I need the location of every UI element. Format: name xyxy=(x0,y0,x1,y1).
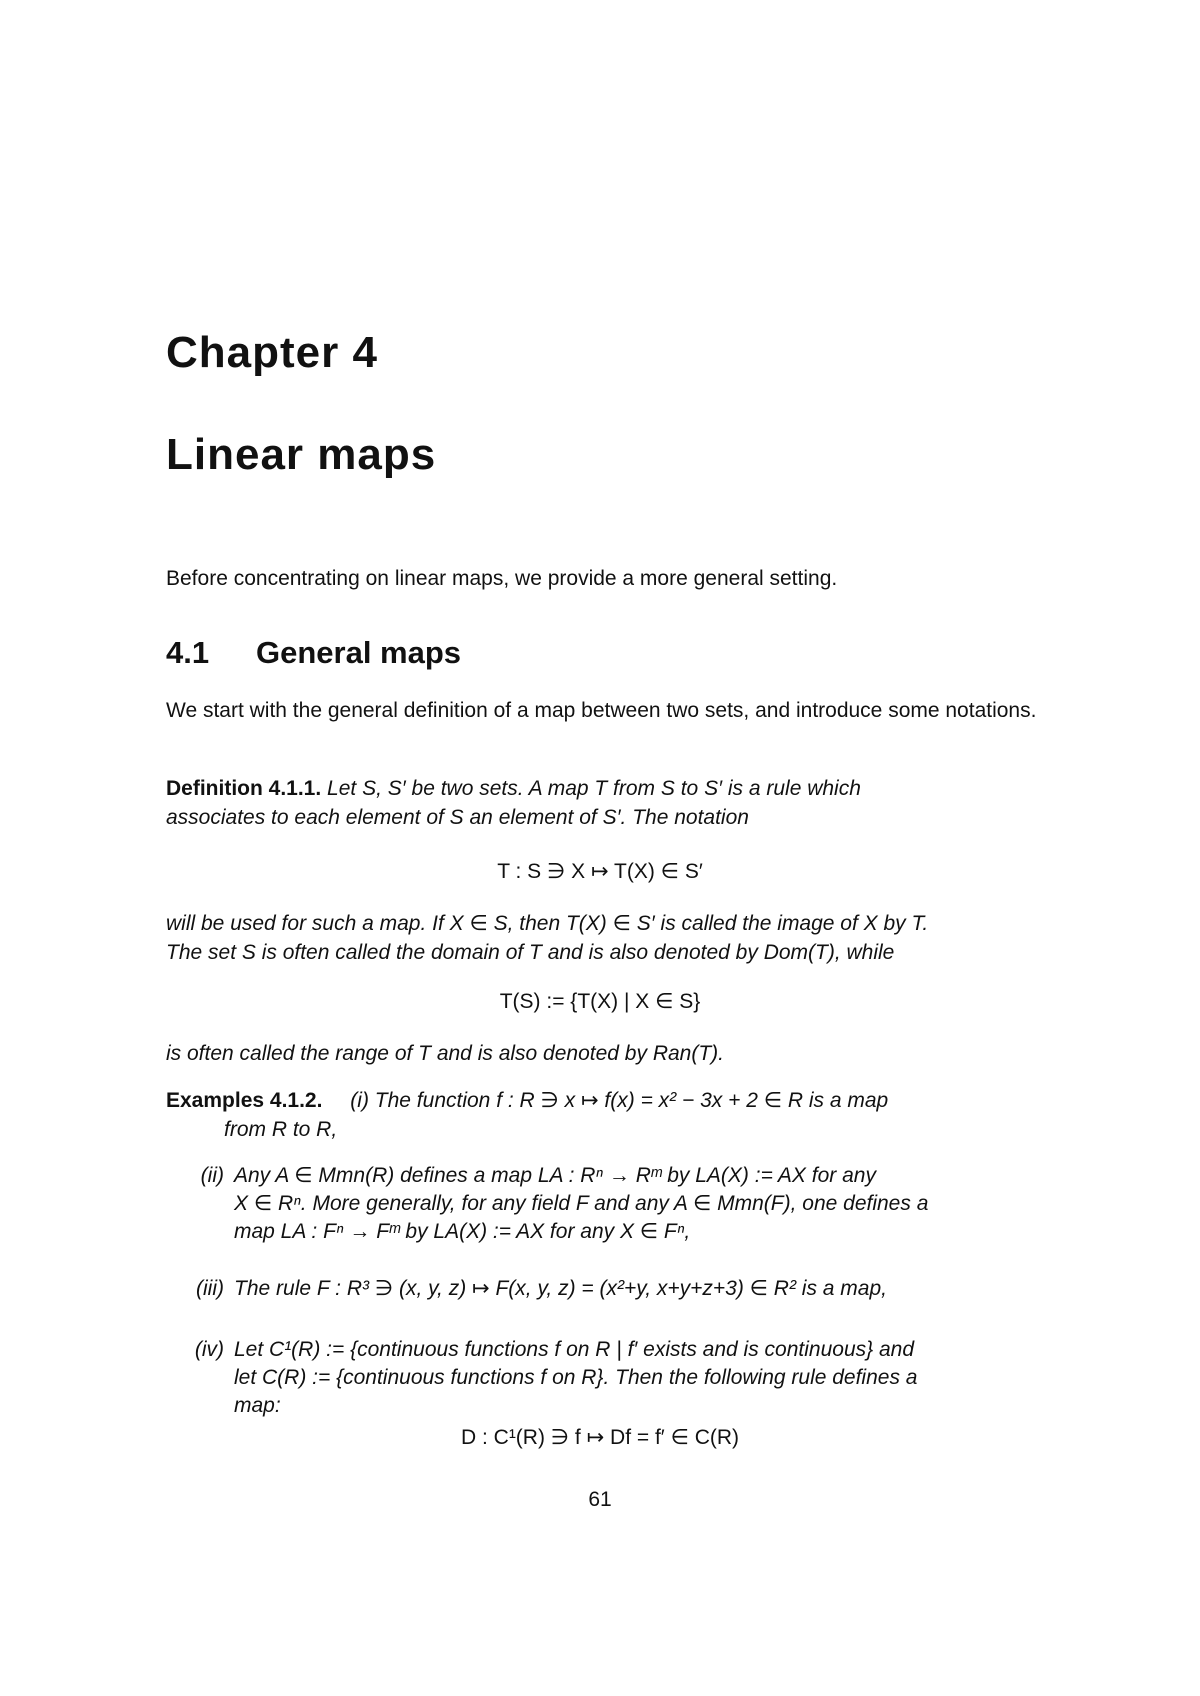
section-heading xyxy=(166,635,461,671)
example-iii-marker: (iii) xyxy=(196,1277,224,1300)
example-iv-text xyxy=(234,1336,1064,1420)
example-i-line-1: The function f : R ∋ x ↦ f(x) = x² − 3x + 2 ∈ R is a map xyxy=(374,1089,889,1112)
definition-after-line-1: will be used for such a map. If X ∈ S, then T(X) ∈ S′ is called the image of X by T. xyxy=(166,912,929,935)
example-iv-line-1: Let C¹(R) := {continuous functions f on R | f′ exists and is continuous} and xyxy=(234,1338,915,1361)
definition-text-line-1: Let S, S′ be two sets. A map T from S to S′ is a rule which xyxy=(327,777,861,800)
example-ii-line-3: map LA : Fⁿ → Fᵐ by LA(X) := AX for any X ∈ Fⁿ, xyxy=(234,1220,691,1243)
example-iv-line-3: map: xyxy=(234,1394,281,1417)
examples-label: Examples 4.1.2. xyxy=(166,1089,323,1112)
section-intro-paragraph: We start with the general definition of a map between two sets, and introduce some notations. xyxy=(166,699,1037,722)
range-formula: T(S) := {T(X) | X ∈ S} xyxy=(499,990,701,1013)
example-ii-text xyxy=(234,1162,1064,1246)
example-iv xyxy=(166,1336,1066,1420)
chapter-title: Linear maps xyxy=(166,430,437,479)
example-i-line-2: from R to R, xyxy=(224,1118,338,1141)
range-text: is often called the range of T and is also denoted by Ran(T). xyxy=(166,1042,724,1065)
example-iii-line-1: The rule F : R³ ∋ (x, y, z) ↦ F(x, y, z) = (x²+y, x+y+z+3) ∈ R² is a map, xyxy=(234,1277,887,1300)
example-ii-line-1: Any A ∈ Mmn(R) defines a map LA : Rⁿ → Rᵐ by LA(X) := AX for any xyxy=(234,1164,876,1187)
definition-text-line-2: associates to each element of S an element of S′. The notation xyxy=(166,806,749,829)
example-ii-marker: (ii) xyxy=(200,1164,224,1187)
section-title: General maps xyxy=(256,635,462,670)
example-ii xyxy=(166,1162,1066,1246)
definition-label: Definition 4.1.1. xyxy=(166,777,322,800)
example-ii-line-2: X ∈ Rⁿ. More generally, for any field F and any A ∈ Mmn(F), one defines a xyxy=(234,1192,929,1215)
example-iv-formula: D : C¹(R) ∋ f ↦ Df = f′ ∈ C(R) xyxy=(460,1426,740,1449)
chapter-label: Chapter 4 xyxy=(166,328,378,377)
definition-formula: T : S ∋ X ↦ T(X) ∈ S′ xyxy=(497,860,703,883)
intro-paragraph: Before concentrating on linear maps, we provide a more general setting. xyxy=(166,567,838,590)
example-i-marker: (i) xyxy=(350,1089,369,1112)
definition-after-line-2: The set S is often called the domain of T and is also denoted by Dom(T), while xyxy=(166,941,895,964)
section-number: 4.1 xyxy=(166,635,210,670)
examples-line-1 xyxy=(166,1087,888,1115)
definition-line-1 xyxy=(166,775,861,803)
page-number: 61 xyxy=(588,1488,612,1511)
example-iv-marker: (iv) xyxy=(194,1338,224,1361)
example-iv-line-2: let C(R) := {continuous functions f on R}. Then the following rule defines a xyxy=(234,1366,918,1389)
example-iii xyxy=(166,1275,1066,1303)
